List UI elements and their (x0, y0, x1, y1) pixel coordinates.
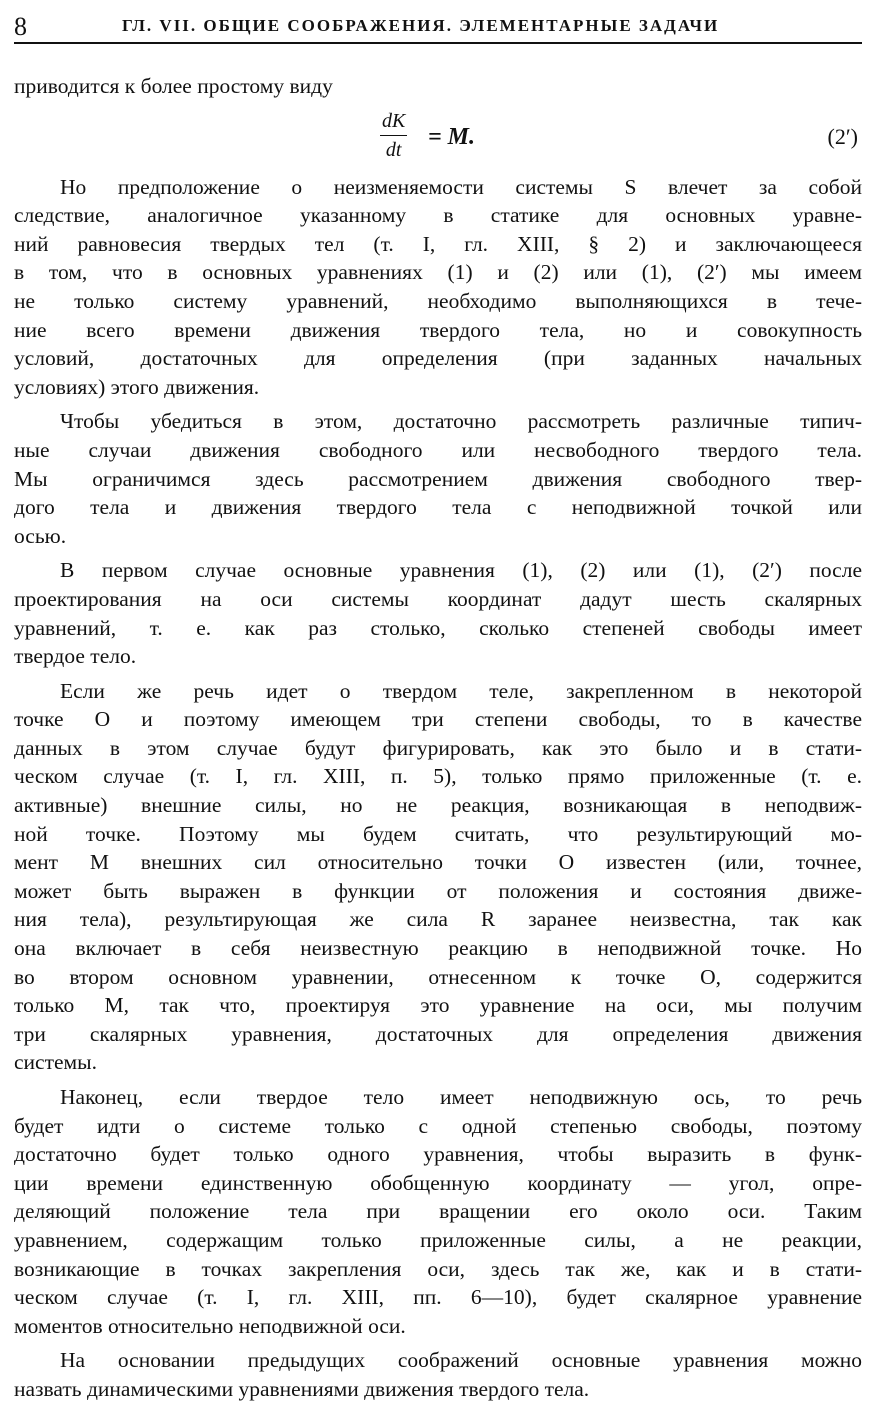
equation-fraction (380, 107, 407, 165)
text-line: Если же речь идет о твердом теле, закрепленном в некоторой (60, 678, 862, 703)
text-line: Наконец, если твердое тело имеет неподвижную ось, то речь (60, 1085, 862, 1109)
text-line: ний равновесия твердых тел (т. I, гл. XIII, § 2) и заключающееся (14, 231, 862, 256)
text-line: активные) внешние силы, но не реакция, возникающая в неподвиж- (14, 793, 862, 818)
text-line: в том, что в основных уравнениях (1) и (2) или (1), (2′) мы имеем (14, 260, 862, 285)
text-line: системы. (14, 1050, 97, 1075)
equation-denominator: dt (385, 139, 402, 162)
text-line: Мы ограничимся здесь рассмотрением движения свободного твер- (14, 466, 862, 491)
text-line: моментов относительно неподвижной оси. (14, 1313, 406, 1338)
intro-line: приводится к более простому виду (14, 74, 333, 98)
text-line: во втором основном уравнении, отнесенном к точке O, содержится (14, 964, 862, 989)
text-line: три скалярных уравнения, достаточных для определения движения (14, 1021, 862, 1046)
text-line: твердое тело. (14, 644, 137, 669)
text-line: возникающие в точках закрепления оси, здесь так же, как и в стати- (14, 1256, 862, 1281)
paragraph (14, 677, 862, 1077)
paragraphs (14, 173, 862, 1404)
text-line: следствие, аналогичное указанному в статике для основных уравне- (14, 203, 862, 228)
text-line: ции времени единственную обобщенную координату — угол, опре- (14, 1170, 862, 1195)
text-line: ные случаи движения свободного или несвободного твердого тела. (14, 437, 862, 462)
equation-label: (2′) (827, 123, 858, 149)
paragraph (14, 407, 862, 550)
text-line: данных в этом случае будут фигурировать, как это было и в стати- (14, 735, 862, 760)
text-line: достаточно будет только одного уравнения, чтобы выразить в функ- (14, 1142, 862, 1167)
text-line: уравнением, содержащим только приложенные силы, а не реакции, (14, 1227, 862, 1252)
equation-2-prime (14, 107, 862, 173)
text-line: Но предположение о неизменяемости системы S влечет за собой (60, 174, 862, 199)
text-line: ческом случае (т. I, гл. XIII, п. 5), только прямо приложенные (т. е. (14, 764, 862, 789)
page-header (14, 6, 862, 40)
text-line: только M, так что, проектируя это уравнение на оси, мы получим (14, 993, 862, 1018)
paragraph (14, 1346, 862, 1403)
text-line: проектирования на оси системы координат дадут шесть скалярных (14, 586, 862, 611)
text-line: условиях) этого движения. (14, 374, 260, 399)
text-line: В первом случае основные уравнения (1), (2) или (1), (2′) после (60, 558, 862, 583)
text-line: будет идти о системе только с одной степенью свободы, поэтому (14, 1113, 862, 1138)
text-line: осью. (14, 523, 67, 548)
text-line: деляющий положение тела при вращении его около оси. Таким (14, 1199, 862, 1224)
equation-rhs: = M. (428, 123, 476, 150)
text-line: назвать динамическими уравнениями движения твердого тела. (14, 1376, 590, 1401)
running-head: ГЛ. VII. ОБЩИЕ СООБРАЖЕНИЯ. ЭЛЕМЕНТАРНЫЕ ЗАДАЧИ (122, 16, 720, 35)
paragraph (14, 173, 862, 402)
text-line: она включает в себя неизвестную реакцию в неподвижной точке. Но (14, 936, 862, 961)
text-line: может быть выражен в функции от положения и состояния движе- (14, 878, 862, 903)
page-number: 8 (14, 12, 27, 41)
text-line: условий, достаточных для определения (при заданных начальных (14, 346, 862, 371)
page-body (14, 72, 862, 1404)
text-line: не только систему уравнений, необходимо выполняющихся в тече- (14, 288, 862, 313)
paragraph (14, 556, 862, 670)
text-line: уравнений, т. е. как раз столько, сколько степеней свободы имеет (14, 615, 862, 640)
header-rule (14, 42, 862, 44)
text-line: точке O и поэтому имеющем три степени свободы, то в качестве (14, 707, 862, 732)
paragraph (14, 1083, 862, 1340)
text-line: ния тела), результирующая же сила R заранее неизвестна, так как (14, 907, 862, 932)
text-line: ческом случае (т. I, гл. XIII, пп. 6—10), будет скалярное уравнение (14, 1285, 862, 1310)
text-line: мент M внешних сил относительно точки O известен (или, точнее, (14, 850, 862, 875)
equation-numerator: dK (380, 107, 407, 137)
text-line: Чтобы убедиться в этом, достаточно рассмотреть различные типич- (60, 409, 862, 434)
text-line: дого тела и движения твердого тела с неподвижной точкой или (14, 495, 862, 520)
text-line: На основании предыдущих соображений основные уравнения можно (60, 1348, 862, 1373)
text-line: ной точке. Поэтому мы будем считать, что результирующий мо- (14, 821, 862, 846)
text-line: ние всего времени движения твердого тела, но и совокупность (14, 317, 862, 342)
